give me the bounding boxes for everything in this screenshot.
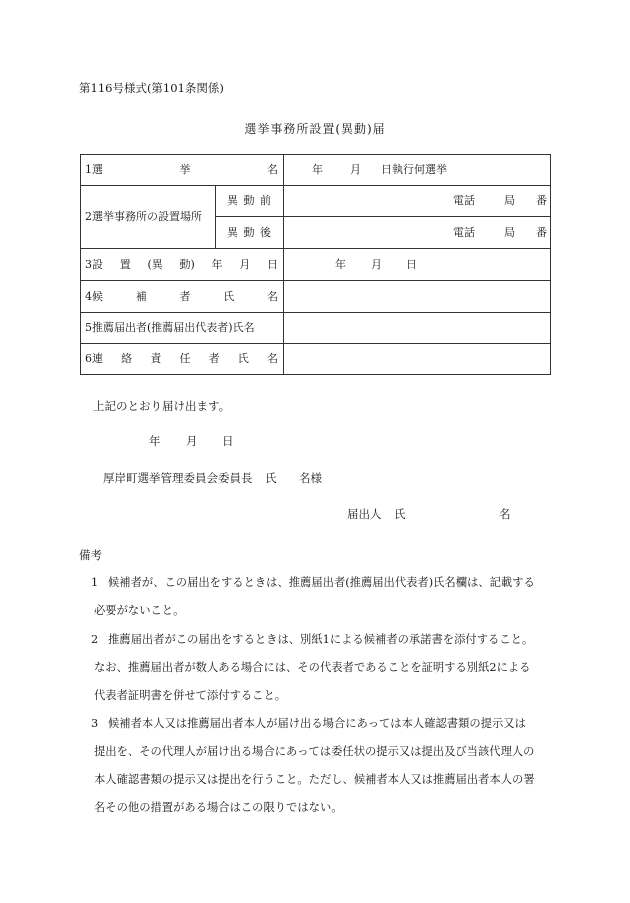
contact-person-name-label: 6連 絡 責 任 者 氏 名 [85,352,278,365]
form-number: 第116号様式(第101条関係) [79,81,224,95]
after-change-label: 異 動 後 [227,226,272,239]
election-year-label: 年 [312,163,323,176]
remark-2-line-3: 代表者証明書を併せて添付すること。 [94,689,287,702]
office-location-label: 2選挙事務所の設置場所 [85,210,202,223]
remark-1-line-2: 必要がないこと。 [94,604,185,617]
setup-day-label: 日 [406,258,417,271]
statement-text: 上記のとおり届け出ます。 [93,399,231,413]
date-day-label: 日 [222,434,234,448]
addressee-name-label: 名様 [299,471,322,485]
before-exchange-label: 局 [504,194,515,207]
before-change-label: 異 動 前 [227,194,272,207]
remark-1-number: 1 [91,576,99,589]
candidate-name-label: 4候 補 者 氏 名 [85,290,278,303]
setup-year-label: 年 [335,258,346,271]
recommender-name-label: 5推薦届出者(推薦届出代表者)氏名 [85,321,255,334]
remarks-heading: 備考 [79,548,102,562]
remark-2-line-2: なお、推薦届出者が数人ある場合には、その代表者であることを証明する別紙2による [94,661,531,674]
election-name-label: 1選 挙 名 [85,163,278,176]
election-month-label: 月 [350,163,361,176]
after-number-label: 番 [536,226,547,239]
submitter-label: 届出人 [347,507,382,521]
before-phone-label: 電話 [453,194,475,207]
remark-3-line-4: 名その他の措置がある場合はこの限りではない。 [94,801,343,814]
addressee-title: 厚岸町選挙管理委員会委員長 [103,471,253,485]
election-day-label: 日執行何選挙 [381,163,447,176]
addressee-shi-label: 氏 [265,471,277,485]
remark-1-line-1: 候補者が、この届出をするときは、推薦届出者(推薦届出代表者)氏名欄は、記載する [108,576,535,589]
setup-date-label: 3設 置 (異 動) 年 月 日 [85,258,278,271]
date-month-label: 月 [186,434,198,448]
setup-month-label: 月 [371,258,382,271]
remark-3-line-1: 候補者本人又は推薦届出者本人が届け出る場合にあっては本人確認書類の提示又は [108,717,526,730]
submitter-shi-label: 氏 [394,507,406,521]
remark-2-number: 2 [91,633,99,646]
remark-3-line-3: 本人確認書類の提示又は提出を行うこと。ただし、候補者本人又は推薦届出者本人の署 [94,773,535,786]
remark-3-number: 3 [91,717,99,730]
remark-2-line-1: 推薦届出者がこの届出をするときは、別紙1による候補者の承諾書を添付すること。 [108,633,534,646]
submitter-name-label: 名 [499,507,511,521]
form-title: 選挙事務所設置(異動)届 [244,122,386,136]
remark-3-line-2: 提出を、その代理人が届け出る場合にあっては委任状の提示又は提出及び当該代理人の [94,745,535,758]
before-number-label: 番 [536,194,547,207]
date-year-label: 年 [149,434,161,448]
after-exchange-label: 局 [504,226,515,239]
after-phone-label: 電話 [453,226,475,239]
